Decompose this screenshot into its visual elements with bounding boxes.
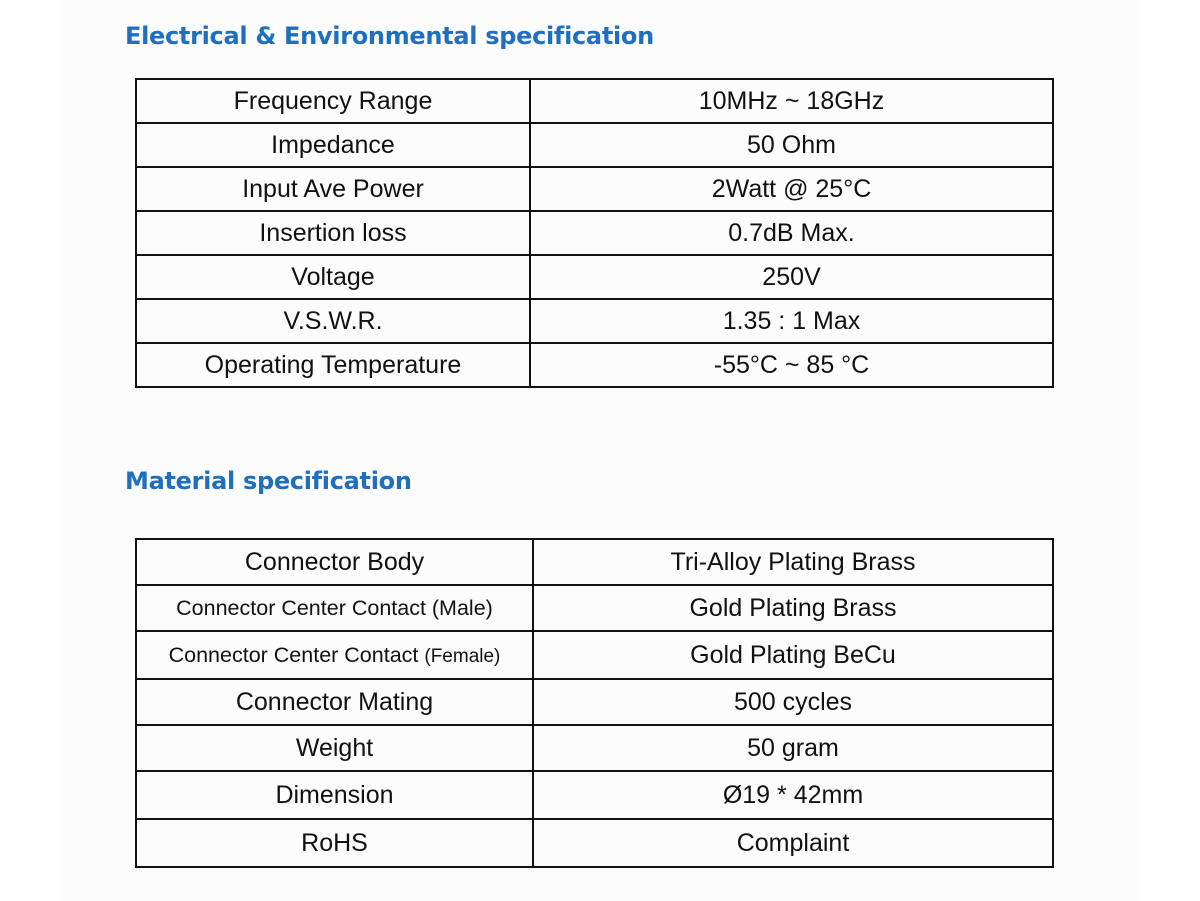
spec-label: Connector Mating	[136, 679, 533, 725]
spec-value: 50 gram	[533, 725, 1053, 771]
spec-label: V.S.W.R.	[136, 299, 530, 343]
spec-value: 500 cycles	[533, 679, 1053, 725]
table-row	[136, 167, 1053, 211]
table-row	[136, 123, 1053, 167]
table-row	[136, 771, 1053, 819]
spec-value: -55°C ~ 85 °C	[530, 343, 1053, 387]
spec-label: Input Ave Power	[136, 167, 530, 211]
spec-label: Dimension	[136, 771, 533, 819]
table-row	[136, 299, 1053, 343]
spec-label: Frequency Range	[136, 79, 530, 123]
spec-value: Gold Plating Brass	[533, 585, 1053, 631]
spec-value: 1.35 : 1 Max	[530, 299, 1053, 343]
electrical-spec-table	[135, 78, 1054, 388]
spec-label	[136, 631, 533, 679]
table-row	[136, 819, 1053, 867]
spec-label-suffix: (Female)	[424, 645, 501, 667]
spec-label: Voltage	[136, 255, 530, 299]
spec-label-main: Connector Center Contact	[168, 642, 419, 667]
table-row	[136, 725, 1053, 771]
spec-value: 0.7dB Max.	[530, 211, 1053, 255]
spec-value: 2Watt @ 25°C	[530, 167, 1053, 211]
table-row	[136, 679, 1053, 725]
table-row	[136, 255, 1053, 299]
spec-label: Impedance	[136, 123, 530, 167]
spec-value: 50 Ohm	[530, 123, 1053, 167]
spec-label: RoHS	[136, 819, 533, 867]
material-section-heading: Material specification	[125, 467, 412, 495]
table-row	[136, 585, 1053, 631]
table-row	[136, 631, 1053, 679]
material-spec-table	[135, 538, 1054, 868]
electrical-section-heading: Electrical & Environmental specification	[125, 22, 654, 50]
table-row	[136, 211, 1053, 255]
spec-value: Complaint	[533, 819, 1053, 867]
spec-value: 10MHz ~ 18GHz	[530, 79, 1053, 123]
spec-value: Ø19 * 42mm	[533, 771, 1053, 819]
spec-label: Connector Body	[136, 539, 533, 585]
spec-label: Operating Temperature	[136, 343, 530, 387]
spec-label: Weight	[136, 725, 533, 771]
spec-value: Gold Plating BeCu	[533, 631, 1053, 679]
spec-value: Tri-Alloy Plating Brass	[533, 539, 1053, 585]
spec-label: Insertion loss	[136, 211, 530, 255]
spec-label: Connector Center Contact (Male)	[136, 585, 533, 631]
table-row	[136, 79, 1053, 123]
spec-value: 250V	[530, 255, 1053, 299]
table-row	[136, 343, 1053, 387]
table-row	[136, 539, 1053, 585]
